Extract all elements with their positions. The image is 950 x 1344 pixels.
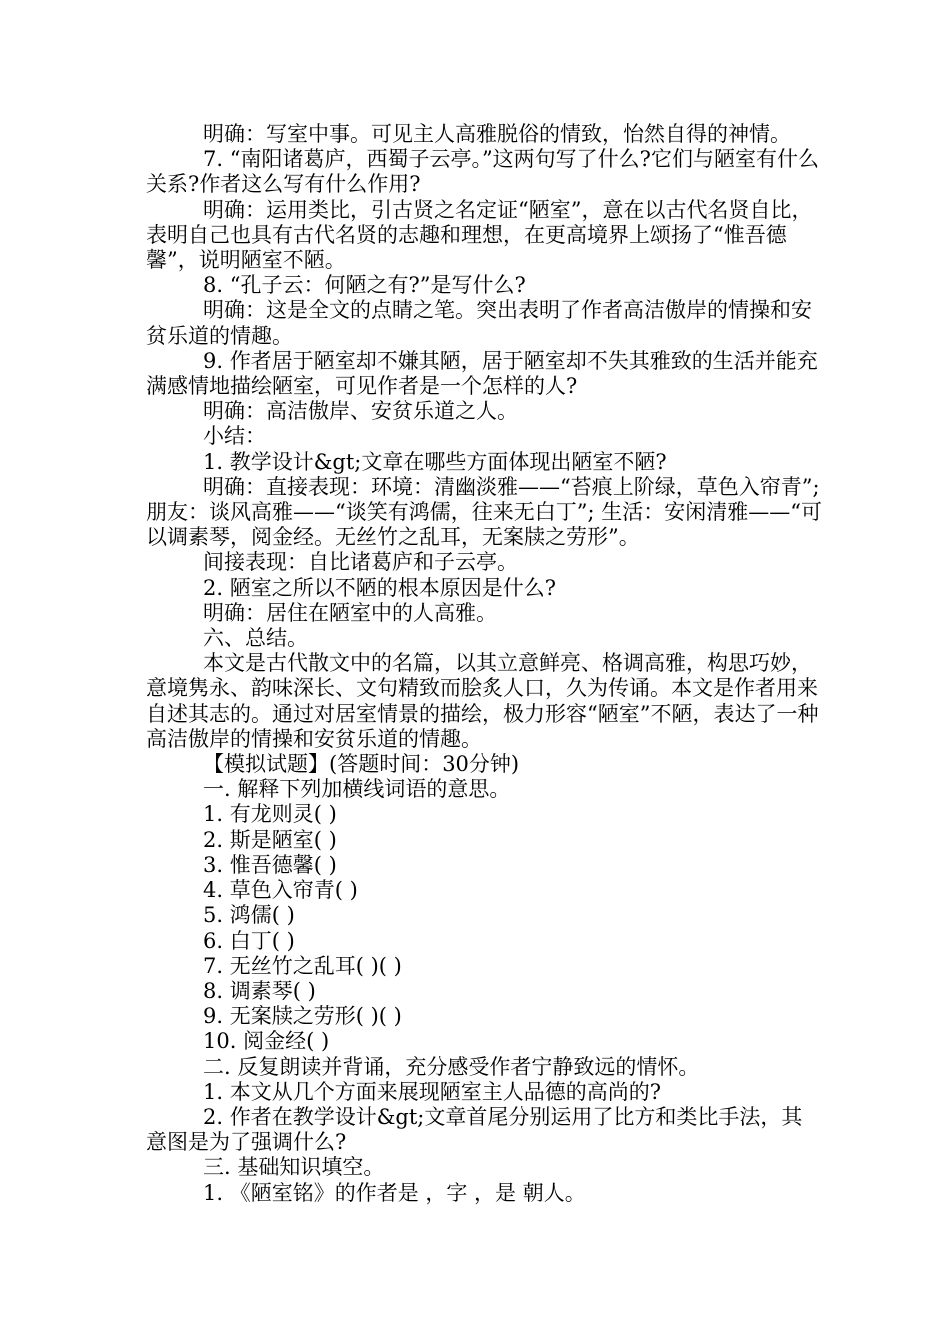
paragraph: 1. 教学设计&gt;文章在哪些方面体现出陋室不陋? [203, 449, 667, 474]
question-heading: 一. 解释下列加横线词语的意思。 [203, 777, 511, 802]
paragraph: 明确：居住在陋室中的人高雅。 [203, 600, 497, 625]
paragraph: 明确：这是全文的点睛之笔。突出表明了作者高洁傲岸的情操和安贫乐道的情趣。 [146, 298, 812, 348]
paragraph: 2. 陋室之所以不陋的根本原因是什么? [203, 575, 556, 600]
list-item: 8. 调素琴( ) [203, 978, 316, 1003]
paragraph: 明确：直接表现：环境：清幽淡雅——“苔痕上阶绿，草色入帘青”; 朋友：谈风高雅——“谈笑有鸿儒，往来无白丁”; 生活：安闲清雅——“可以调素琴，阅金经。无丝竹之乱耳，无案牍之劳形”。 [146, 474, 827, 550]
paragraph: 明确：运用类比，引古贤之名定证“陋室”，意在以古代名贤自比，表明自己也具有古代名贤的志趣和理想，在更高境界上颂扬了“惟吾德馨”，说明陋室不陋。 [146, 197, 813, 273]
paragraph: 明确：高洁傲岸、安贫乐道之人。 [203, 399, 518, 424]
paragraph: 8. “孔子云：何陋之有?”是写什么? [203, 273, 526, 298]
paragraph: 7. “南阳诸葛庐，西蜀子云亭。”这两句写了什么?它们与陋室有什么关系?作者这么写有什么作用? [146, 147, 819, 197]
document-body [146, 122, 827, 1206]
question-heading: 二. 反复朗读并背诵，充分感受作者宁静致远的情怀。 [203, 1054, 700, 1079]
list-item: 4. 草色入帘青( ) [203, 878, 358, 903]
list-item: 1. 本文从几个方面来展现陋室主人品德的高尚的? [203, 1079, 661, 1104]
list-item: 3. 惟吾德馨( ) [203, 852, 337, 877]
list-item: 7. 无丝竹之乱耳( )( ) [203, 953, 402, 978]
paragraph: 9. 作者居于陋室却不嫌其陋，居于陋室却不失其雅致的生活并能充满感情地描绘陋室，可见作者是一个怎样的人? [146, 348, 818, 399]
paragraph: 间接表现：自比诸葛庐和子云亭。 [203, 550, 518, 575]
list-item: 9. 无案牍之劳形( )( ) [203, 1004, 402, 1029]
list-item: 2. 作者在教学设计&gt;文章首尾分别运用了比方和类比手法，其意图是为了强调什么? [146, 1104, 803, 1155]
list-item: 1. 有龙则灵( ) [203, 802, 337, 827]
question-heading: 三. 基础知识填空。 [203, 1155, 385, 1180]
paragraph: 本文是古代散文中的名篇，以其立意鲜亮、格调高雅，构思巧妙，意境隽永、韵味深长、文句精致而脍炙人口，久为传诵。本文是作者用来自述其志的。通过对居室情景的描绘，极力形容“陋室”不陋，表达了一种高洁傲岸的情操和安贫乐道的情趣。 [146, 651, 819, 751]
list-item: 2. 斯是陋室( ) [203, 827, 337, 852]
list-item: 5. 鸿儒( ) [203, 903, 295, 928]
list-item: 10. 阅金经( ) [203, 1029, 330, 1054]
list-item: 6. 白丁( ) [203, 928, 295, 953]
section-heading: 六、总结。 [203, 626, 308, 651]
list-item: 1. 《陋室铭》的作者是 ，字 ，是 朝人。 [203, 1180, 586, 1205]
paragraph: 小结： [203, 424, 266, 449]
section-heading: 【模拟试题】(答题时间：30分钟) [203, 752, 520, 777]
paragraph: 明确：写室中事。可见主人高雅脱俗的情致，怡然自得的神情。 [203, 122, 791, 146]
